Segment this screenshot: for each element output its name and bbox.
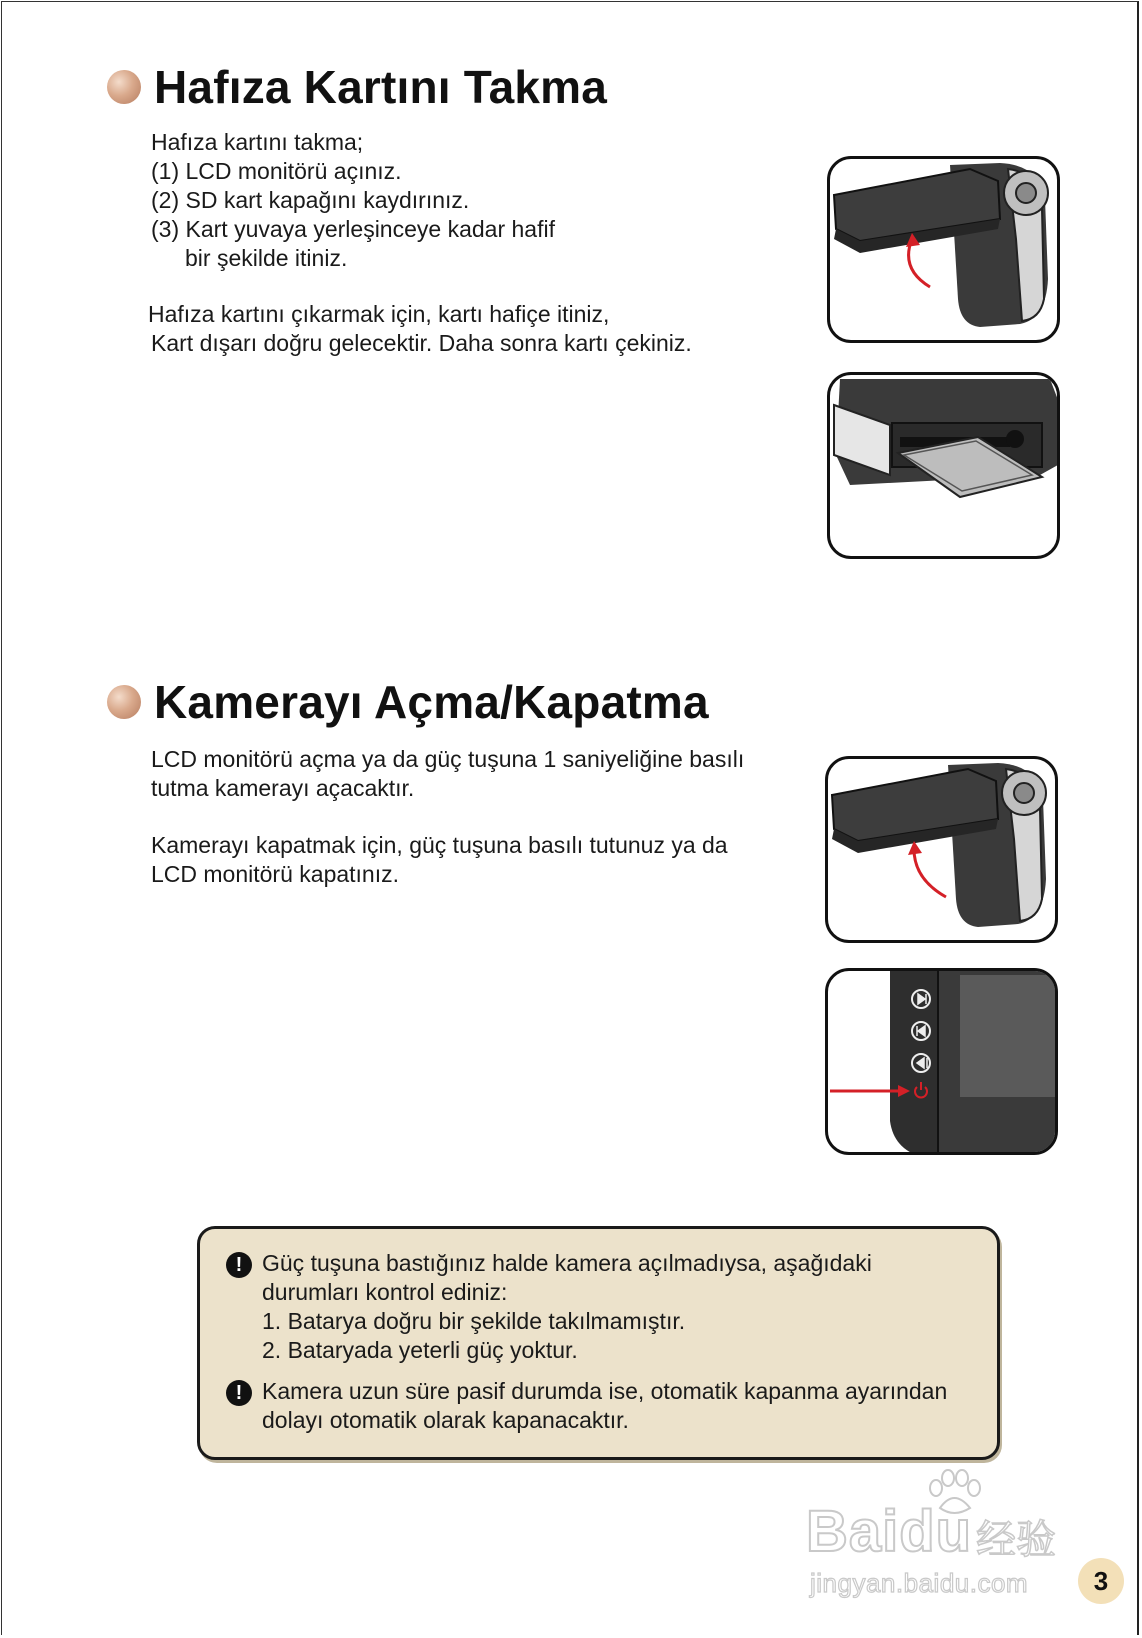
instruction-step: (2) SD kart kapağını kaydırınız. [151, 187, 470, 213]
note-box [197, 1226, 1000, 1460]
memory-card-removal [148, 300, 692, 358]
note-line: 2. Bataryada yeterli güç yoktur. [262, 1337, 578, 1363]
section-title-power: Kamerayı Açma/Kapatma [154, 676, 709, 728]
section-bullet-icon [107, 70, 141, 104]
page-number: 3 [1078, 1558, 1124, 1604]
camera-open-lcd-illustration [827, 156, 1060, 343]
note-line: durumları kontrol ediniz: [262, 1279, 508, 1305]
camera-power-lcd-illustration [825, 756, 1058, 943]
section-bullet-icon [107, 685, 141, 719]
camera-open-lcd-icon [830, 159, 1060, 343]
watermark-url: jingyan.baidu.com [810, 1568, 1029, 1598]
note-item-power-troubleshoot [228, 1249, 872, 1365]
watermark-brand: Baidu [806, 1499, 973, 1564]
watermark-brand-cn: 经验 [976, 1518, 1056, 1562]
note-line: dolayı otomatik olarak kapanacaktır. [262, 1407, 629, 1433]
note-item-auto-off [228, 1377, 947, 1435]
power-off-line: Kamerayı kapatmak için, güç tuşuna basılı tutunuz ya da [151, 832, 728, 858]
power-button-panel-icon [828, 971, 1058, 1155]
sd-card-insert-illustration [827, 372, 1060, 559]
sd-card-slot-icon [830, 375, 1060, 559]
power-on-instructions [151, 745, 744, 803]
power-on-line: LCD monitörü açma ya da güç tuşuna 1 saniyeliğine basılı [151, 746, 745, 772]
warning-icon: ! [226, 1380, 252, 1406]
instructions-intro: Hafıza kartını takma; [151, 129, 364, 155]
power-off-instructions [151, 831, 728, 889]
instruction-step: (1) LCD monitörü açınız. [151, 158, 402, 184]
power-off-line: LCD monitörü kapatınız. [151, 861, 400, 887]
note-line: Kamera uzun süre pasif durumda ise, otomatik kapanma ayarından [262, 1378, 948, 1404]
instruction-step: (3) Kart yuvaya yerleşinceye kadar hafif [151, 216, 555, 242]
power-on-line: tutma kamerayı açacaktır. [151, 775, 415, 801]
baidu-watermark [806, 1468, 1076, 1598]
note-line: 1. Batarya doğru bir şekilde takılmamıştır. [262, 1308, 686, 1334]
note-line: Güç tuşuna bastığınız halde kamera açılmadıysa, aşağıdaki [262, 1250, 872, 1276]
camera-open-lcd-icon [828, 759, 1058, 943]
warning-icon: ! [226, 1252, 252, 1278]
memory-card-instructions [151, 128, 555, 273]
instruction-step-continued: bir şekilde itiniz. [185, 245, 348, 271]
power-button-illustration [825, 968, 1058, 1155]
section-title-memory-card: Hafıza Kartını Takma [154, 61, 608, 113]
removal-line: Kart dışarı doğru gelecektir. Daha sonra kartı çekiniz. [151, 330, 692, 356]
removal-line: Hafıza kartını çıkarmak için, kartı hafiçe itiniz, [148, 301, 610, 327]
